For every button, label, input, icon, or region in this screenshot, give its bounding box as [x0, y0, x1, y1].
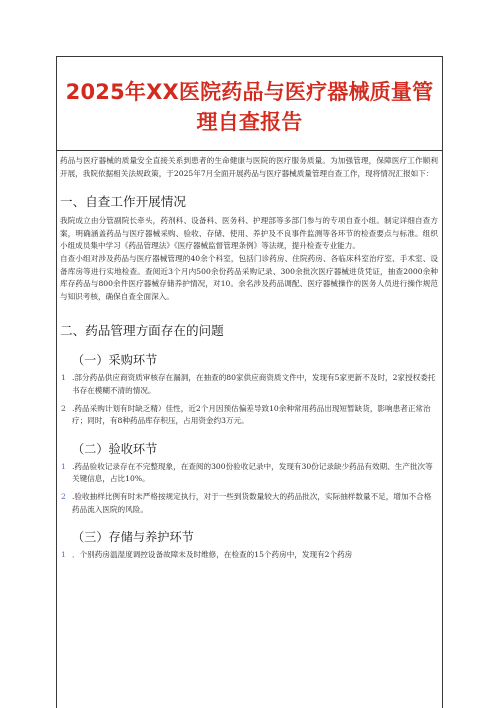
report-title	[57, 77, 442, 137]
subsection-acceptance-heading: （二）验收环节	[72, 441, 158, 456]
list-item	[60, 549, 438, 562]
title-box	[57, 57, 442, 151]
list-item-number: 2	[61, 491, 66, 501]
report-title-line-1: 2025年XX医院药品与医疗器械质量管	[65, 80, 434, 104]
report-frame	[56, 56, 443, 708]
list-item	[60, 461, 438, 486]
list-item-number: 1	[61, 373, 66, 383]
list-item-text: .药品验收记录存在不完整现象，在查阅的300份验收记录中，发现有30份记录缺少药品有效期、生产批次等关键信息，占比10%。	[72, 461, 433, 484]
report-title-line-2: 理自查报告	[196, 110, 303, 134]
list-item	[60, 403, 438, 428]
subsection-storage-heading: （三）存储与养护环节	[72, 530, 194, 545]
list-item-number: 2	[61, 403, 66, 413]
list-item-text: ．个别药房温湿度调控设备故障未及时维修，在检查的15个药房中，发现有2个药房	[72, 550, 353, 560]
section-1-heading: 一、自查工作开展情况	[60, 194, 186, 210]
list-item	[60, 372, 438, 397]
list-item-text: .验收抽样比例有时未严格按规定执行，对于一些到货数量较大的药品批次，实际抽样数量不足，增加不合格药品流入医院的风险。	[72, 491, 432, 514]
list-item-text: .部分药品供应商资质审核存在漏洞，在抽查的80家供应商资质文件中，发现有5家更新不及时，2家授权委托书存在模糊不清的情况。	[72, 373, 436, 395]
report-content	[60, 155, 438, 562]
section-2-heading: 二、药品管理方面存在的问题	[60, 323, 224, 339]
intro-paragraph: 药品与医疗器械的质量安全直接关系到患者的生命健康与医院的医疗服务质量。为加强管理，保障医疗工作顺利开展，我院依据相关法规政策，于2025年7月全面开展药品与医疗器械质量管理自查工作，现将情况汇报如下：	[60, 156, 438, 178]
section-1-paragraph-1: 我院成立由分管副院长牵头，药剂科、设备科、医务科、护理部等多部门参与的专项自查小组。制定详细自查方案，明确涵盖药品与医疗器械采购、验收、存储、使用、养护及不良事件监测等各环节的检查要点与标准。组织小组成员集中学习《药品管理法》《医疗器械监督管理条例》等法规，提升检查专业能力。	[60, 216, 438, 251]
list-item-text: .药品采购计划有时缺乏精）佳性，近2个月因预估偏差导致10余种常用药品出现短暂缺货，影响患者正常治疗；同时，有8种药品库存积压，占用资金约3万元。	[72, 403, 431, 426]
section-1-paragraph-2: 自查小组对涉及药品与医疗器械管理的40余个科室，包括门诊药房、住院药房、各临床科室治疗室、手术室、设备库房等进行实地检查。查阅近3个月内500余份药品采购记录、300余批次医疗器械进货凭证，抽查2000余种库存药品与800余件医疗器械存储养护情况，对10。余名涉及药品调配、医疗器械操作的医务人员进行操作规范与知识考核，确保自查全面深入。	[60, 253, 438, 301]
list-item-number: 1	[61, 550, 66, 560]
subsection-procurement-heading: （一）采购环节	[72, 353, 158, 368]
list-item	[60, 491, 438, 516]
list-item-number: 1	[61, 461, 66, 471]
